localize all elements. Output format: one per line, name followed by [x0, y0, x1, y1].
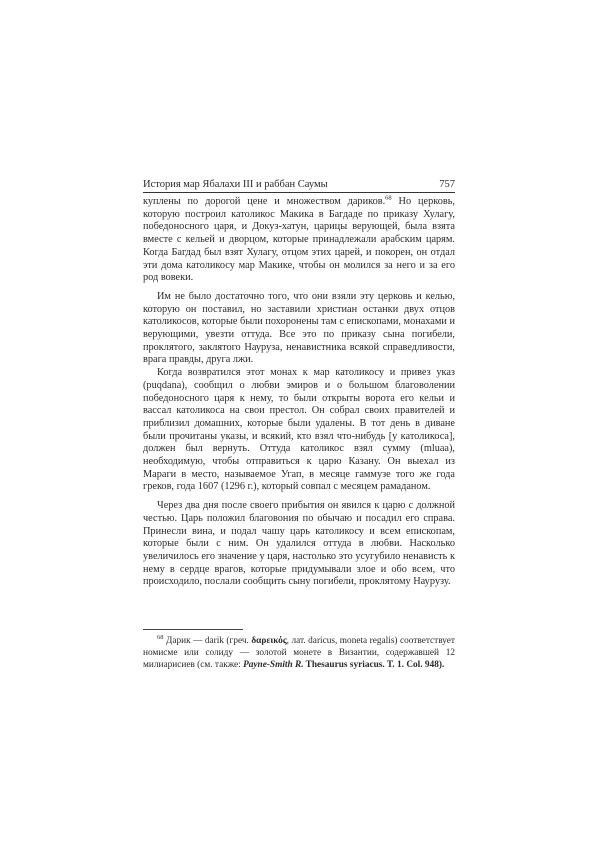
footnote-number: 68: [157, 633, 164, 641]
footnote-paragraph: [143, 635, 455, 671]
footnote-reference: 68: [385, 194, 392, 202]
paragraph-4: Через два дня после своего прибытия он явился к царю с должной честью. Царь положил благовония по обычаю и посадил его справа. Принесли вина, и подал чашу царь католикосу и всем епископам, которые были с ним. Он удалился оттуда в любви. Насколько увеличилось его значение у царя, настолько это усугубило ненависть к нему в сердце врагов, которые придумывали злое и обо всем, что происходило, послали сообщить сыну погибели, проклятому Наурузу.: [143, 500, 455, 588]
main-text: [143, 196, 455, 589]
footnote-text-a: Дарик — darik (греч.: [163, 636, 252, 646]
footnote: [143, 635, 455, 671]
paragraph-2: Им не было достаточно того, что они взяли эту церковь и келью, которую он поставил, но заставили христиан останки двух отцов католикосов, которые были похоронены там с епископами, монахами и верующими, увезти оттуда. Все это по приказу сына погибели, проклятого, заклятого Наурузa, ненавистника всякой справедливости, врага правды, друга лжи.: [143, 290, 455, 366]
paragraph-1: [143, 196, 455, 285]
header-rule: [143, 192, 455, 193]
page-number: 757: [439, 179, 455, 190]
footnote-work: Thesaurus syriacus. T. 1. Col. 948).: [303, 660, 445, 670]
paragraph-1-text-a: куплены по дорогой цене и множеством дариков.: [143, 196, 386, 207]
paragraph-1-text-b: Но церковь, которую построил католикос Макика в Багдаде по приказу Хулагу, победоносного царя, и Докуз-хатун, царицы верующей, была взята вместе с кельей и дворцом, которые принадлежали арабским царям. Когда Багдад был взят Хулагу, отцом этих царей, и покорен, он отдал эти дома католикосу мар Макике, чтобы он молился за него и за его род вовеки.: [143, 196, 455, 284]
footnote-text-b: , лат. daricus, moneta regalis) соответствует номисме или солиду — золотой монете в Византии, содержавшей 12 милиарисиев (см. также:: [143, 636, 455, 670]
running-header: [143, 178, 455, 191]
running-header-title: История мар Ябалахи III и раббан Саумы: [143, 179, 328, 190]
footnote-author: Payne-Smith R.: [243, 660, 304, 670]
paragraph-3: Когда возвратился этот монах к мар католикосу и привез указ (puqdana), сообщил о любви эмиров и о большом благоволении победоносного царя к нему, то были открыты ворота его кельи и вассал католикоса на свои престол. Он собрал своих правителей и приблизил домашних, которые были удалены. В тот день в диване были прочитаны указы, и всякий, кто взял что-нибудь [у католикоса], должен был вернуть. Оттуда католикос взял сумму (mluaa), необходимую, чтобы отправиться к царю Казану. Он выехал из Мараги в место, называемое Угап, в месяце гаммузе того же года греков, года 1607 (1296 г.), который совпал с месяцем рамаданом.: [143, 367, 455, 493]
footnote-rule: [143, 629, 243, 630]
footnote-greek-word: δαρεικός: [251, 636, 287, 646]
